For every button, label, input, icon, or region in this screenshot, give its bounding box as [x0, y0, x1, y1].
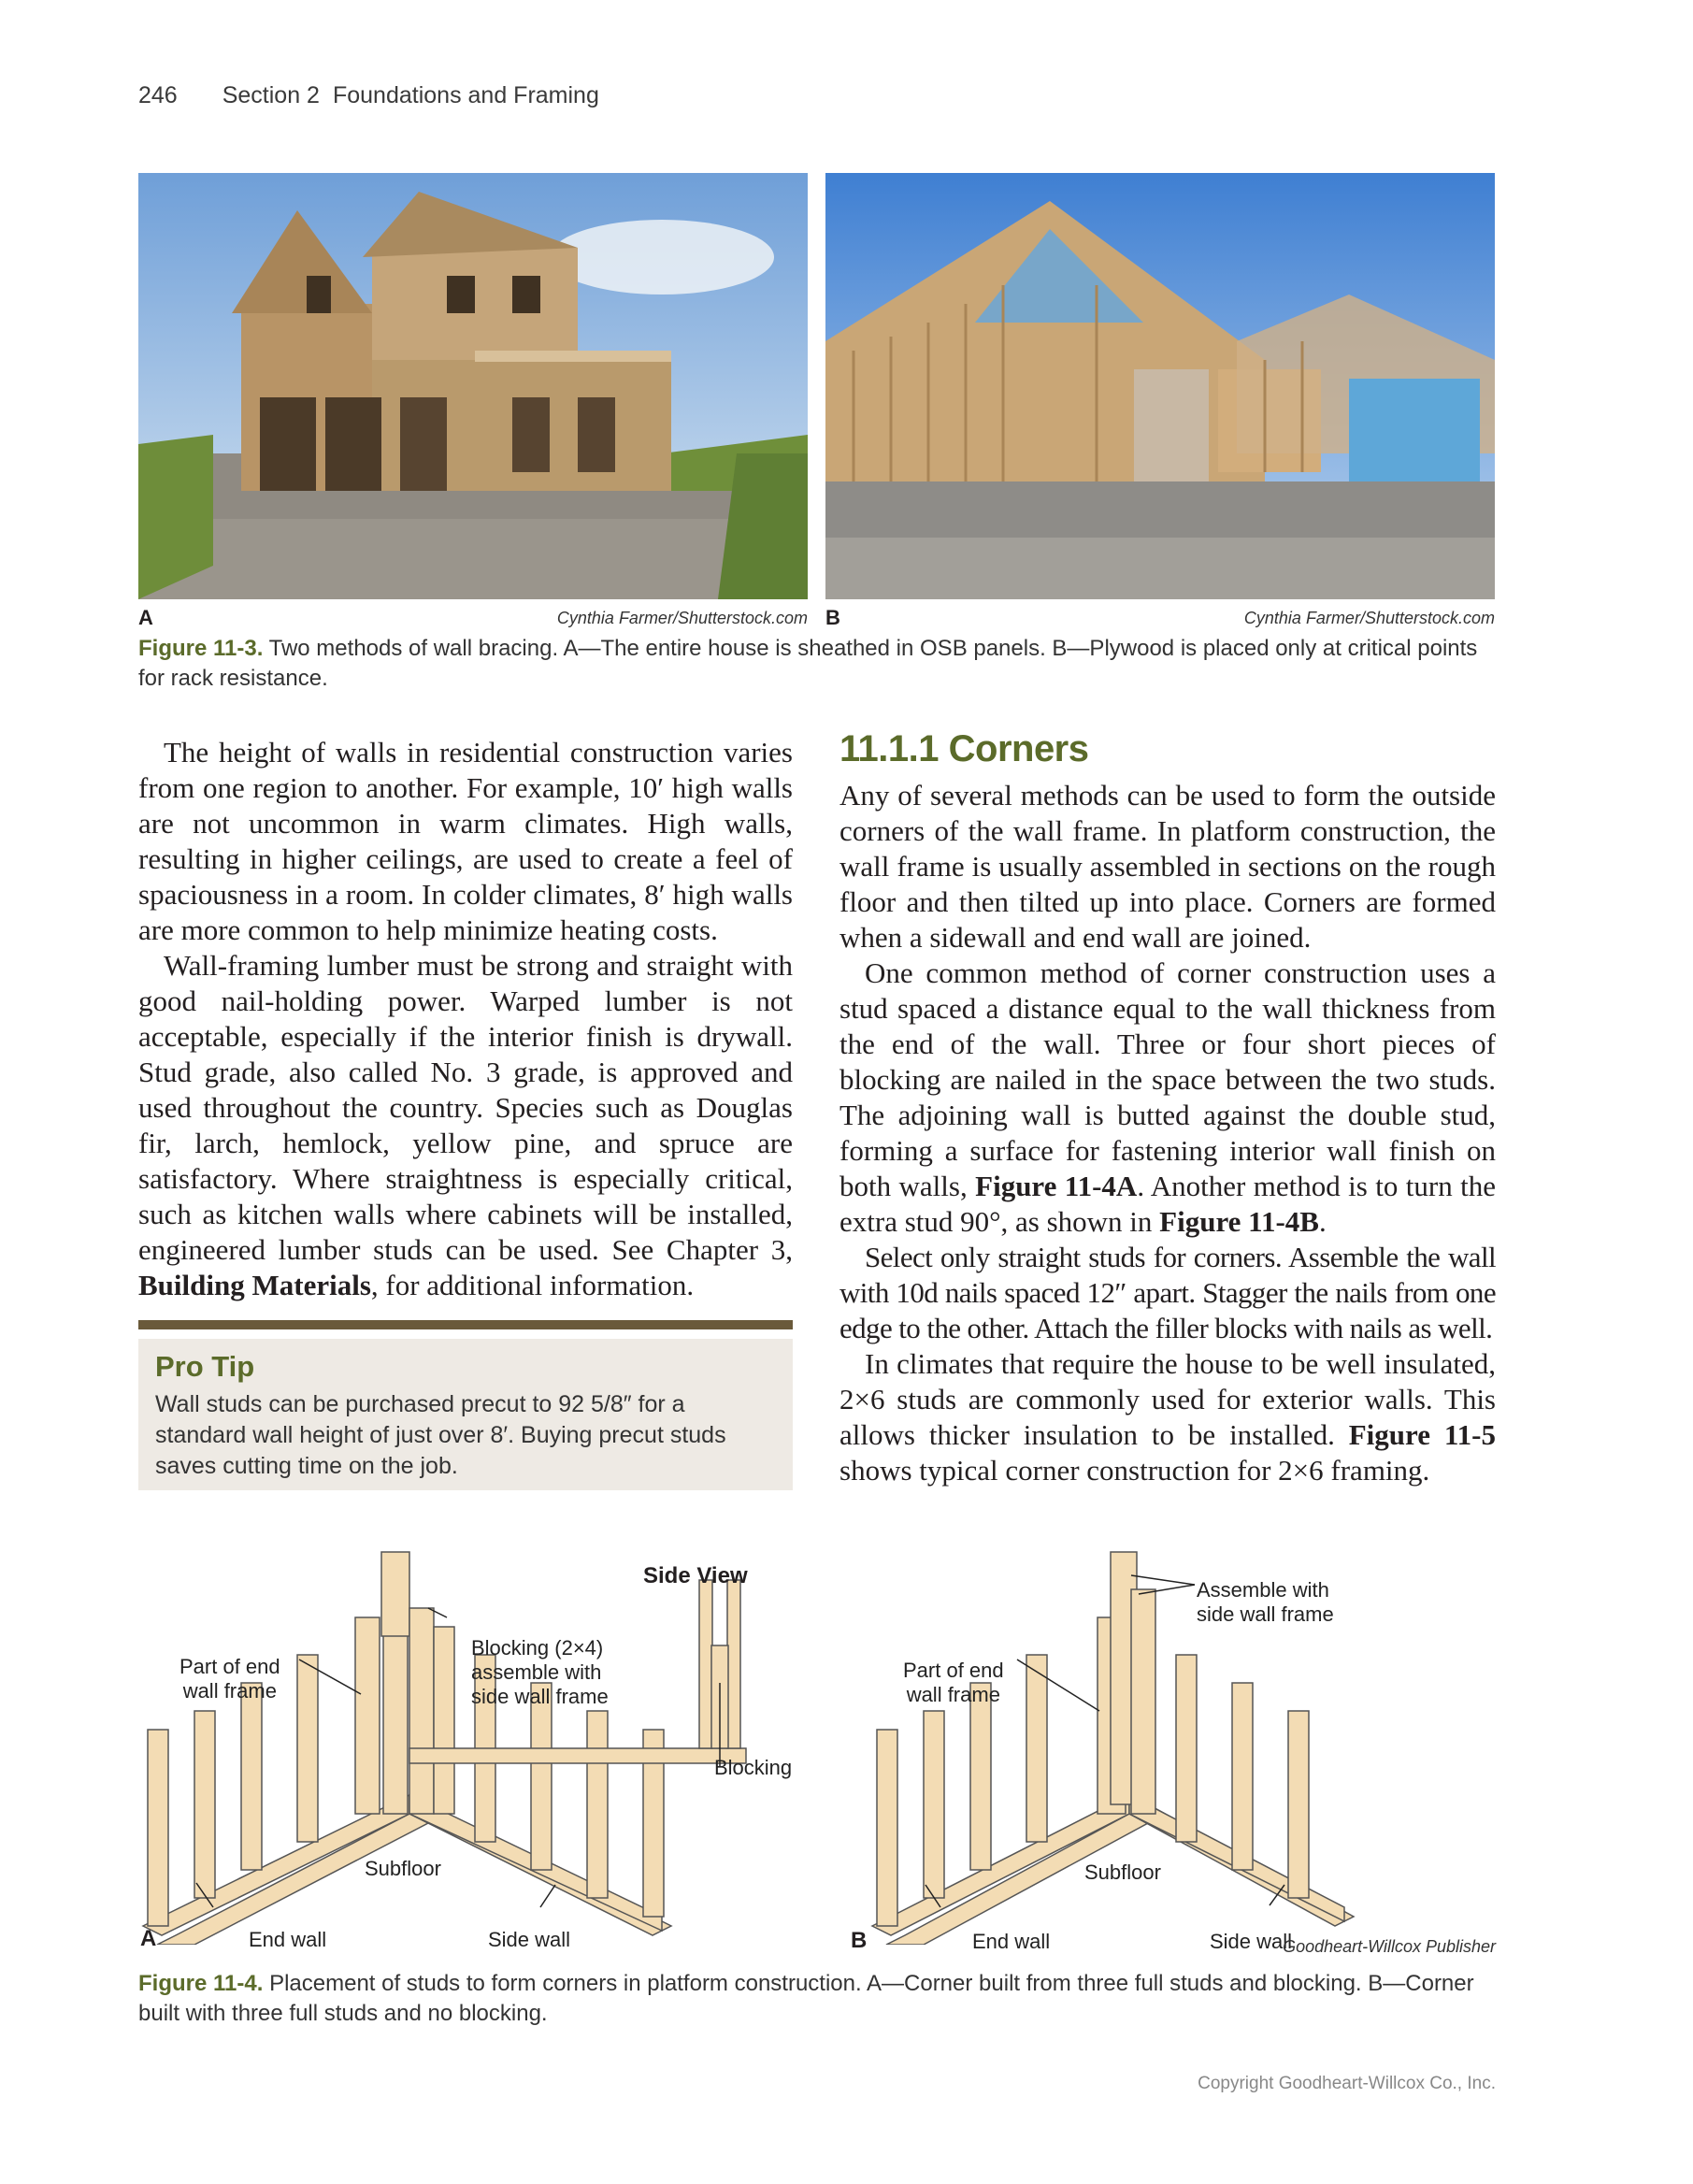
label-side-view: Side View [643, 1563, 748, 1588]
right-paragraph-2-end: . [1318, 1205, 1327, 1238]
figure-11-4-text: Placement of studs to form corners in platform construction. A—Corner built from three full studs and blocking. B—Corner built with three full studs and no blocking. [138, 1971, 1474, 2026]
label-b-assemble-2: side wall frame [1197, 1602, 1334, 1626]
right-paragraph-2 [839, 956, 1496, 1240]
section-label: Section 2 [222, 82, 320, 108]
label-b-side-wall: Side wall [1210, 1930, 1293, 1953]
label-a-part-of-end-wall [179, 1655, 280, 1703]
label-a-subfloor: Subfloor [365, 1857, 441, 1880]
label-b-assemble-1: Assemble with [1197, 1578, 1329, 1602]
left-paragraph-2-end: , for additional information. [370, 1269, 695, 1301]
right-paragraph-4-end: shows typical corner construction for 2×6 framing. [839, 1454, 1430, 1487]
pro-tip-rule [138, 1320, 793, 1329]
photo-a-osb-house [138, 173, 808, 599]
label-a-blocking-note [471, 1636, 609, 1709]
right-paragraph-4 [839, 1346, 1496, 1488]
label-b-part-of-end-2: wall frame [906, 1683, 1000, 1706]
figure-ref-11-4a: Figure 11-4A [975, 1170, 1138, 1202]
photo-b-label: B [825, 606, 840, 629]
right-paragraph-2-text: One common method of corner construction uses a stud spaced a distance equal to the wall thickness from the end of the wall. Three or four short pieces of blocking are nailed in the space between the two studs. The adjoining wall is butted against the double stud, forming a surface for fastening interior wall finish on both walls, [839, 956, 1496, 1202]
photo-b-illustration [825, 173, 1495, 599]
section-title: Foundations and Framing [332, 82, 599, 108]
label-b-end-wall: End wall [972, 1930, 1051, 1953]
photo-a-credit: Cynthia Farmer/Shutterstock.com [556, 609, 808, 627]
label-a-blocking-2: assemble with [471, 1660, 602, 1684]
figure-11-3-text: Two methods of wall bracing. A—The entire house is sheathed in OSB panels. B—Plywood is placed only at critical points for rack resistance. [138, 636, 1478, 691]
photo-a-label: A [138, 606, 153, 629]
label-a-blocking-3: side wall frame [471, 1685, 609, 1708]
figure-ref-11-4b: Figure 11-4B [1159, 1205, 1319, 1238]
page-number: 246 [138, 82, 178, 108]
left-paragraph-2 [138, 948, 793, 1303]
figure-11-4-publisher-credit: Goodheart-Willcox Publisher [1283, 1937, 1496, 1956]
label-a-part-of-end-1: Part of end [179, 1655, 280, 1678]
right-paragraph-1: Any of several methods can be used to form the outside corners of the wall frame. In platform construction, the wall frame is usually assembled in sections on the rough floor and then tilted up into place. Corners are formed when a sidewall and end wall are joined. [839, 779, 1496, 954]
right-paragraph-3: Select only straight studs for corners. Assemble the wall with 10d nails spaced 12″ apart. Stagger the nails from one edge to the other. Attach the filler blocks with nails as well. [839, 1241, 1496, 1344]
label-b-letter: B [851, 1928, 868, 1953]
figure-ref-11-5: Figure 11-5 [1348, 1418, 1496, 1451]
left-paragraph-2-text: Wall-framing lumber must be strong and straight with good nail-holding power. Warped lumber is not acceptable, especially if the interior finish is drywall. Stud grade, also called No. 3 grade, is approved and used throughout the country. Species such as Douglas fir, larch, hemlock, yellow pine, and spruce are satisfactory. Where straightness is especially critical, such as kitchen walls where cabinets will be installed, engineered lumber studs can be used. See Chapter 3, [138, 949, 793, 1266]
photo-a-illustration [138, 173, 808, 599]
figure-11-3-number: Figure 11-3. [138, 636, 264, 661]
label-b-part-of-end-1: Part of end [903, 1659, 1004, 1682]
label-b-assemble-note [1197, 1578, 1334, 1627]
pro-tip-title: Pro Tip [155, 1350, 255, 1383]
label-a-end-wall: End wall [249, 1928, 327, 1951]
left-paragraph-1: The height of walls in residential construction varies from one region to another. For example, 10′ high walls are not uncommon in warm climates. High walls, resulting in higher ceilings, are used to create a feel of spaciousness in a room. In colder climates, 8′ high walls are more common to help minimize heating costs. [138, 736, 793, 946]
running-head [138, 82, 599, 109]
figure-11-4-number: Figure 11-4. [138, 1971, 264, 1996]
label-b-part-of-end-wall [903, 1659, 1004, 1707]
section-heading-corners: 11.1.1 Corners [839, 728, 1089, 769]
copyright-footer: Copyright Goodheart-Willcox Co., Inc. [1198, 2074, 1496, 2093]
label-a-blocking: Blocking [714, 1756, 793, 1779]
chapter-ref-building-materials: Building Materials [138, 1269, 371, 1301]
pro-tip-text: Wall studs can be purchased precut to 92 5/8″ for a standard wall height of just over 8′. Buying precut studs saves cutting time on the job. [155, 1391, 726, 1479]
figure-11-3-caption [138, 634, 1494, 694]
label-b-subfloor: Subfloor [1084, 1861, 1161, 1884]
left-column [138, 735, 793, 1303]
label-a-side-wall: Side wall [488, 1928, 571, 1951]
photo-b-credit: Cynthia Farmer/Shutterstock.com [1243, 609, 1495, 627]
right-paragraph-2-mid: . Another method is to turn the extra stud 90°, as shown in [839, 1170, 1496, 1238]
photo-b-plywood-house [825, 173, 1495, 599]
label-a-letter: A [140, 1926, 157, 1951]
right-paragraph-4-text: In climates that require the house to be well insulated, 2×6 studs are commonly used for exterior walls. This allows thicker insulation to be installed. [839, 1347, 1496, 1451]
figure-11-4-caption [138, 1969, 1496, 2029]
figure-11-4a-diagram [138, 1533, 811, 1945]
label-a-part-of-end-2: wall frame [182, 1679, 277, 1703]
right-column [839, 778, 1496, 1488]
pro-tip-box [138, 1339, 793, 1490]
label-a-blocking-1: Blocking (2×4) [471, 1636, 604, 1660]
